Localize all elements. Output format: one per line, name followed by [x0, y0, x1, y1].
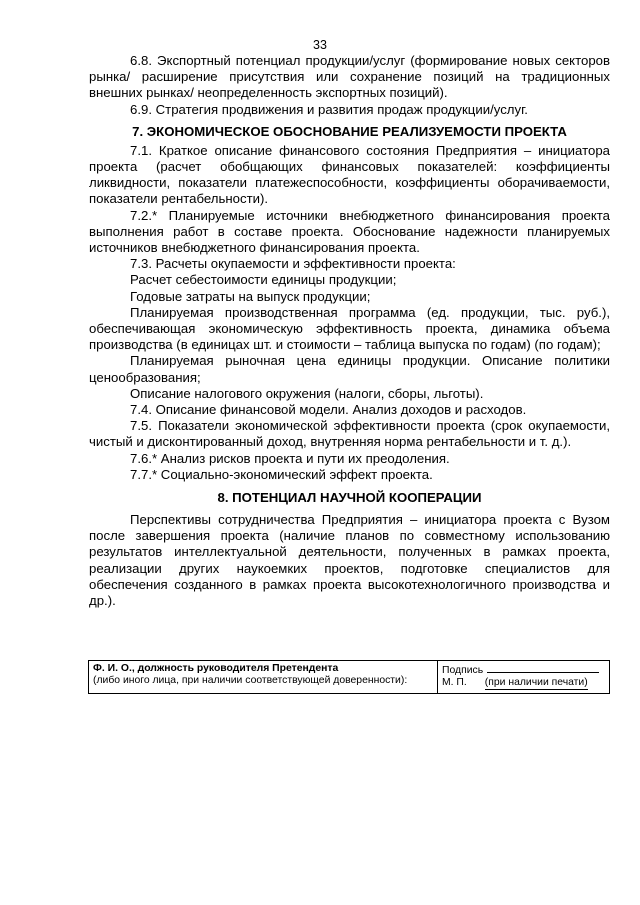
- paragraph-7-4: 7.4. Описание финансовой модели. Анализ доходов и расходов.: [130, 402, 527, 418]
- paragraph-7-5: 7.5. Показатели экономической эффективности проекта (срок окупаемости, чистый и дисконтированный доход, внутренняя норма рентабельности и т. д.).: [89, 418, 610, 450]
- signatory-note: (либо иного лица, при наличии соответствующей доверенности):: [93, 675, 408, 686]
- paragraph-7-3: 7.3. Расчеты окупаемости и эффективности проекта:: [130, 256, 456, 272]
- paragraph-6-8: 6.8. Экспортный потенциал продукции/услуг (формирование новых секторов рынка/ расширение присутствия или сохранение позиций на традиционных внешних рынках/ неопределенность экспортных позиций).: [89, 53, 610, 101]
- signatory-name-label: Ф. И. О., должность руководителя Претендента: [93, 663, 339, 674]
- paragraph-6-9: 6.9. Стратегия продвижения и развития продаж продукции/услуг.: [130, 101, 528, 117]
- paragraph-7-7: 7.7.* Социально-экономический эффект проекта.: [130, 466, 433, 482]
- stamp-label: М. П.: [442, 677, 467, 688]
- section-7-heading: 7. ЭКОНОМИЧЕСКОЕ ОБОСНОВАНИЕ РЕАЛИЗУЕМОСТИ ПРОЕКТА: [132, 123, 567, 139]
- stamp-note: (при наличии печати): [484, 677, 588, 688]
- paragraph-tax-environment: Описание налогового окружения (налоги, сборы, льготы).: [130, 385, 484, 401]
- document-body: [89, 53, 610, 609]
- paragraph-cooperation: Перспективы сотрудничества Предприятия – инициатора проекта с Вузом после завершения проекта (наличие планов по совместному использованию результатов интеллектуальной деятельности, полученных в рамках проекта, реализации других наукоемких проектов, подготовке специалистов для обеспечения созданного в рамках проекта высокотехнологичного производства и др.).: [89, 512, 610, 609]
- sign-label: Подпись: [442, 665, 484, 676]
- paragraph-7-6: 7.6.* Анализ рисков проекта и пути их преодоления.: [130, 450, 450, 466]
- sign-line[interactable]: [487, 663, 599, 673]
- sign-cell: [438, 661, 610, 694]
- section-8-heading: 8. ПОТЕНЦИАЛ НАУЧНОЙ КООПЕРАЦИИ: [217, 490, 482, 506]
- paragraph-market-price: Планируемая рыночная цена единицы продукции. Описание политики ценообразования;: [89, 353, 610, 385]
- signature-table: [88, 660, 610, 694]
- paragraph-cost-calc: Расчет себестоимости единицы продукции;: [130, 272, 397, 288]
- paragraph-annual-costs: Годовые затраты на выпуск продукции;: [130, 288, 371, 304]
- signatory-cell: [89, 661, 438, 694]
- page-number: 33: [313, 38, 327, 52]
- paragraph-7-1: 7.1. Краткое описание финансового состояния Предприятия – инициатора проекта (расчет обобщающих финансовых показателей: коэффициенты ликвидности, показатели платежеспособности, коэффициенты оборачиваемости, показатели рентабельности).: [89, 142, 610, 207]
- paragraph-7-2: 7.2.* Планируемые источники внебюджетного финансирования проекта выполнения работ в составе проекта. Обоснование надежности планируемых источников внебюджетного финансирования проекта.: [89, 207, 610, 256]
- paragraph-production-program: Планируемая производственная программа (ед. продукции, тыс. руб.), обеспечивающая экономическую эффективность проекта, динамика объема производства (в единицах шт. и стоимости – таблица выпуска по годам) (по годам);: [89, 304, 610, 353]
